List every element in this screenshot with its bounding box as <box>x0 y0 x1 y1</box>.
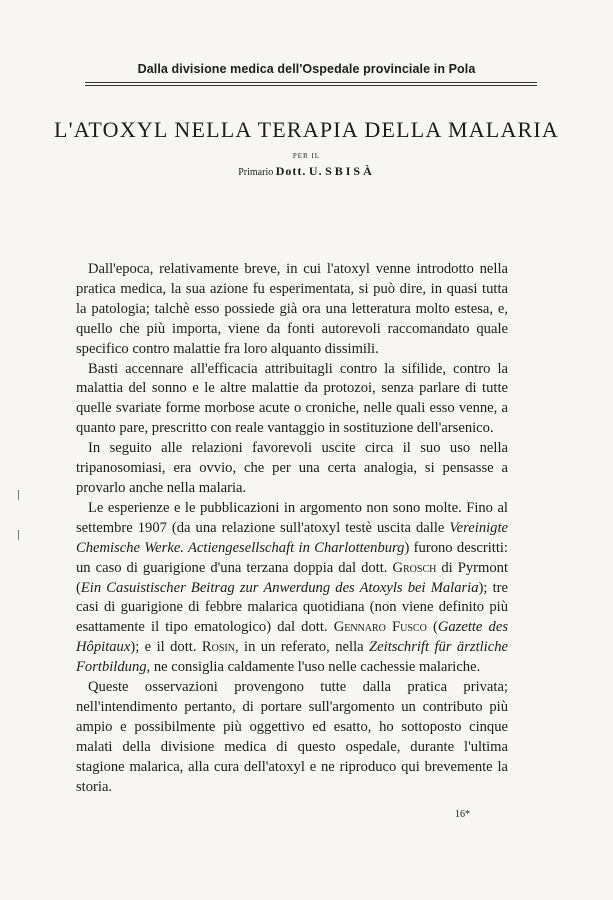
author-title: Dott. <box>275 164 307 178</box>
italic-citation: Ein Casuistischer Beitrag zur Anwerdung des Atoxyls bei Malaria <box>80 579 479 596</box>
author-role: Primario <box>238 167 274 178</box>
header-rule-thin <box>85 85 537 86</box>
italic-citation: Vereinigte Chemische Werke. Actiengesellschaft in Charlottenburg <box>76 519 508 556</box>
header-rule <box>85 82 537 83</box>
italic-citation: Zeitschrift für ärztliche Fortbildung <box>76 639 508 676</box>
margin-mark <box>18 490 19 500</box>
author-surname: SBISÀ <box>325 164 375 178</box>
paragraph: Queste osservazioni provengono tutte dalla pratica privata; nell'intendimento pertanto, di portare sull'argomento un contributo più ampio e possibilmente più oggettivo ed esatto, ho sottoposto cinque malati della divisione medica di questo ospedale, durante l'ultima stagione malarica, alla cura dell'atoxyl e ne riproduco qui brevemente la storia. <box>76 679 508 795</box>
byline-per: PER IL <box>292 152 321 160</box>
text-run: ) furono descritti: un caso di guarigione d'una terzana doppia dal dott. <box>76 539 508 576</box>
author-initial: U. <box>308 164 323 178</box>
text-run: , ne consiglia caldamente l'uso nelle cachessie malariche. <box>146 659 481 676</box>
author-line <box>0 164 613 179</box>
text-run: di Pyrmont ( <box>76 559 509 596</box>
author-name: Gennaro Fusco <box>333 619 427 636</box>
italic-citation: Gazette des Hôpitaux <box>76 619 508 656</box>
text-run: Le esperienze e le pubblicazioni in argomento non sono molte. Fino al settembre 1907 (da una relazione sull'atoxyl testè uscita dalle <box>76 499 508 536</box>
author-name: Rosin <box>201 639 235 656</box>
article-title: L'ATOXYL NELLA TERAPIA DELLA MALARIA <box>53 117 560 142</box>
body-text <box>76 260 508 797</box>
text-run: ); e il dott. <box>130 639 202 656</box>
paragraph: In seguito alle relazioni favorevoli uscite circa il suo uso nella tripanosomiasi, era ovvio, che per una certa analogia, si pensasse a provarlo anche nella malaria. <box>76 440 508 496</box>
author-name: Grosch <box>392 559 437 576</box>
paragraph <box>76 499 508 678</box>
page-folio: 16* <box>455 809 470 820</box>
text-run: , in un referato, nella <box>234 639 370 656</box>
paragraph: Dall'epoca, relativamente breve, in cui l'atoxyl venne introdotto nella pratica medica, la sua azione fu esperimentata, si può dire, in quasi tutta la patologia; talchè esso possiede già ora una letteratura molto estesa, e, quello che più importa, viene da fonti autorevoli raccomandato quale specifico contro malattie fra loro alquanto dissimili. <box>76 261 508 357</box>
running-header: Dalla divisione medica dell'Ospedale provinciale in Pola <box>137 62 476 76</box>
text-run: ( <box>426 619 438 636</box>
margin-mark <box>18 530 19 540</box>
paragraph: Basti accennare all'efficacia attribuitagli contro la sifilide, contro la malattia del sonno e le altre malattie da protozoi, senza parlare di tutte quelle svariate forme morbose acute o croniche, nelle quali esso venne, a quanto pare, prescritto con reale vantaggio in sostituzione dell'arsenico. <box>76 360 508 437</box>
text-run: ); tre casi di guarigione di febbre malarica quotidiana (non viene definito più esattamente il tipo ematologico) dal dott. <box>76 579 508 636</box>
